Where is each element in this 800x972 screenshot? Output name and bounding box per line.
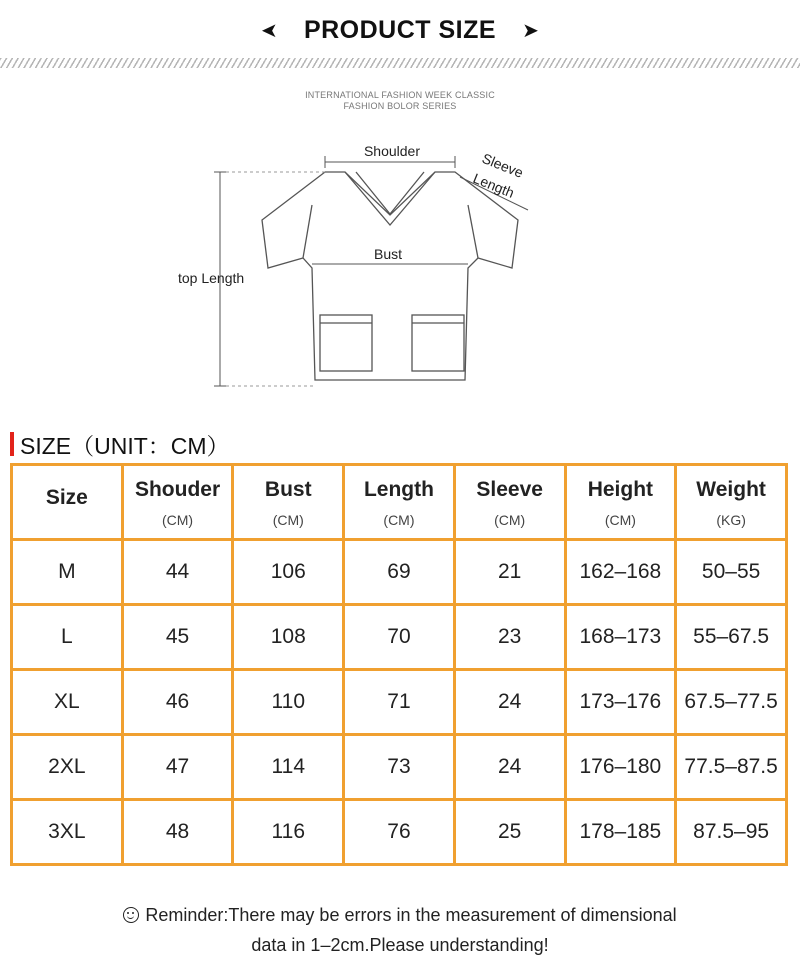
cell-weight: 87.5–95 [676,800,787,865]
cell-shoulder: 47 [122,735,233,800]
cell-length: 70 [344,605,455,670]
cell-length: 71 [344,670,455,735]
header-size: Size [12,465,123,540]
cell-weight: 77.5–87.5 [676,735,787,800]
table-header-row [12,465,787,540]
cell-height: 178–185 [565,800,676,865]
cell-sleeve: 25 [454,800,565,865]
cell-sleeve: 24 [454,735,565,800]
top-length-label: top Length [178,270,245,286]
shoulder-label: Shoulder [363,143,421,159]
cell-bust: 108 [233,605,344,670]
hatched-divider [0,58,800,68]
accent-bar [10,432,14,456]
table-row [12,540,787,605]
cell-weight: 50–55 [676,540,787,605]
arrow-right-icon: ➤ [522,19,539,42]
cell-size: XL [12,670,123,735]
cell-shoulder: 46 [122,670,233,735]
header-sleeve: Sleeve (CM) [454,465,565,540]
garment-diagram [160,130,580,400]
cell-bust: 116 [233,800,344,865]
header-height: Height (CM) [565,465,676,540]
cell-shoulder: 44 [122,540,233,605]
cell-length: 69 [344,540,455,605]
bust-label: Bust [373,246,403,262]
section-title-text: SIZE（UNIT：CM） [20,432,230,459]
cell-height: 176–180 [565,735,676,800]
table-row [12,800,787,865]
scrub-top-outline [262,169,518,380]
cell-sleeve: 24 [454,670,565,735]
series-caption [240,90,560,112]
cell-size: L [12,605,123,670]
cell-weight: 55–67.5 [676,605,787,670]
cell-size: 3XL [12,800,123,865]
page-title: PRODUCT SIZE [303,15,497,44]
cell-bust: 114 [233,735,344,800]
reminder-line-1 [0,900,800,930]
table-row [12,670,787,735]
reminder-text-1: Reminder:There may be errors in the measurement of dimensional [145,905,677,925]
reminder-line-2: data in 1–2cm.Please understanding! [251,935,549,955]
size-chart-table [10,463,788,866]
cell-height: 173–176 [565,670,676,735]
cell-bust: 106 [233,540,344,605]
series-line-1: INTERNATIONAL FASHION WEEK CLASSIC [305,90,495,100]
cell-length: 76 [344,800,455,865]
table-row [12,735,787,800]
cell-size: M [12,540,123,605]
series-line-2: FASHION BOLOR SERIES [343,101,457,111]
cell-weight: 67.5–77.5 [676,670,787,735]
cell-shoulder: 45 [122,605,233,670]
size-section-title [10,430,230,458]
sleeve-label-line2: Length [470,169,517,201]
smiley-icon [123,907,139,923]
product-size-header [0,8,800,52]
header-length: Length (CM) [344,465,455,540]
header-weight: Weight (KG) [676,465,787,540]
header-bust: Bust (CM) [233,465,344,540]
cell-sleeve: 23 [454,605,565,670]
cell-bust: 110 [233,670,344,735]
cell-length: 73 [344,735,455,800]
cell-height: 168–173 [565,605,676,670]
cell-sleeve: 21 [454,540,565,605]
arrow-left-icon: ➤ [261,19,278,42]
cell-shoulder: 48 [122,800,233,865]
sleeve-label-line1: Sleeve [479,149,526,181]
reminder-note [0,900,800,960]
header-shoulder: Shouder (CM) [122,465,233,540]
cell-size: 2XL [12,735,123,800]
table-row [12,605,787,670]
cell-height: 162–168 [565,540,676,605]
